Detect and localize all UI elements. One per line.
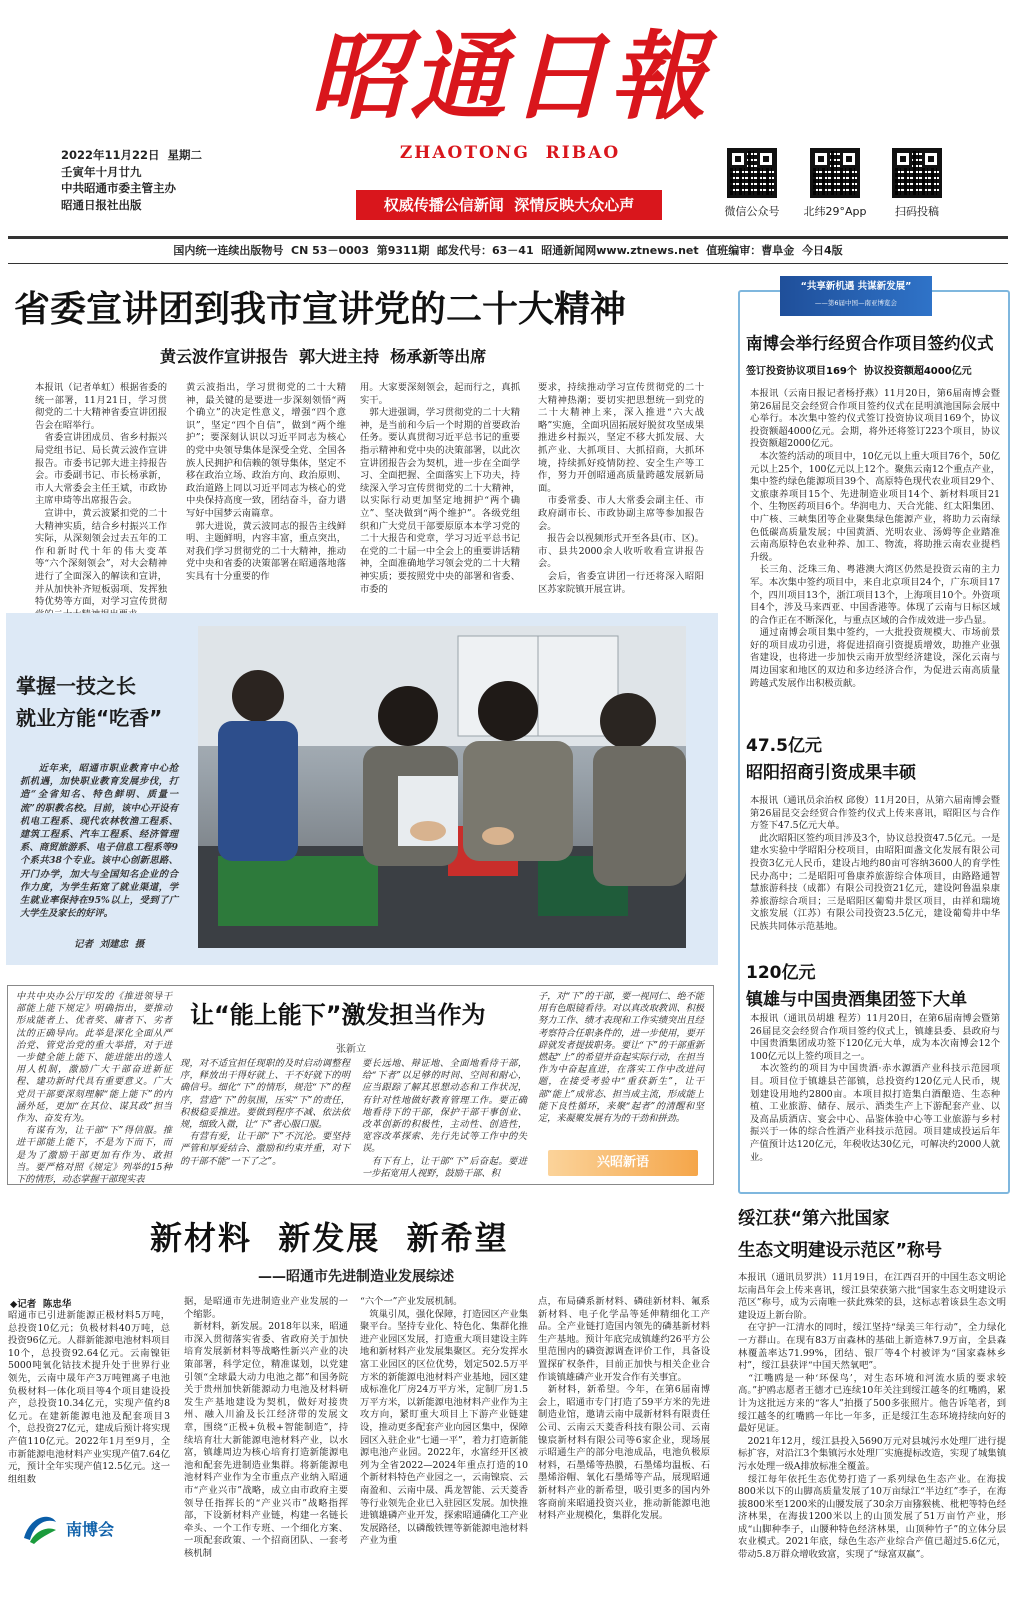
date-line: 2022年11月22日 星期二 bbox=[61, 148, 203, 162]
qr-label: 北纬29°App bbox=[803, 205, 867, 218]
lead-col-3: 用。大家要深刻领会，起而行之，真抓实干。 郭大进强调，学习贯彻党的二十大精神，是当前和今后一个时期的首要政治任务。要认真贯彻习近平总书记的重要指示精神和党中央的决策部署，以此次宣讲团报告会为契机，进一步在全面学习、全面把握、全面落实上下功夫，持续深入学习宣传贯彻党的二十大精神，以实际行动更加坚定地拥护“两个确立”、坚决做到“两个维护”。各级党组织和广大党员干部要原原本本学习党的二十大报告和党章，学习习近平总书记在党的二十届一中全会上的重要讲话精神，全面准确地学习领会党的二十大精神实质；要按照党中央的部署和省委、市委的 bbox=[360, 382, 520, 595]
banner-line-1: “共享新机遇 共谋新发展” bbox=[800, 281, 912, 292]
feature-headline: 新材料 新发展 新希望 bbox=[150, 1219, 509, 1257]
story4-headline-l2: 生态文明建设示范区”称号 bbox=[738, 1241, 943, 1261]
story1-subhead: 签订投资协议项目169个 协议投资额超4000亿元 bbox=[746, 366, 972, 377]
story3-headline-l2: 镇雄与中国贵酒集团签下大单 bbox=[746, 990, 967, 1010]
lead-subhead: 黄云波作宣讲报告 郭大进主持 杨承新等出席 bbox=[160, 347, 487, 366]
sponsor: 中共昭通市委主管主办 bbox=[61, 181, 176, 195]
photo-story-headline bbox=[16, 670, 176, 734]
feature-col-1: 昭通市已引进新能源正极材料5万吨，总投资10亿元；负极材料40万吨，总投资96亿元。人群新能源电池材料项目10个，总投资92.64亿元。云南镍钜5000吨氧化钴技术提升处于世界行业领先，云南中晟年产3万吨锂离子电池负极材料一体化项目等4个项目建设投产，总投资10.34亿元，实现产值约8亿元。在建新能源电池及配套项目3个，总投资27亿元，建成后预计将实现产值110亿元。2022年1月至9月，全市新能源电池材料产业实现产值7.64亿元，预计全年实现产值12.5亿元。这一组组数 bbox=[8, 1310, 170, 1485]
feature-col-4: 点，布局磷系新材料、磷硅新材料、氟系新材料、电子化学品等延伸精细化工产品。全产业链打造国内领先的磷基新材料生产基地。预计年底完成镇雄约26平方公里范围内的磷资源调查评价工作，具备设置探矿权条件，目前正加快与相关企业合作谈镇雄磷产业开发合作有关事宜。 新材料，新希望。今年，在第6届南博会上，昭通市专门打造了59平方米的先进制造业馆，邀请云南中晟新材料有限责任公司、云南云天菱香科技有限公司、云南镍宸新材料有限公司等6家企业，现场展示昭通生产的部分电池成品，电池负极原材料，石墨烯等热膜，石墨烯均温板、石墨烯浴帽、氧化石墨烯等产品，展现昭通新材料产业的新希望，吸引更多的国内外客商前来昭通投资兴业，推动新能源电池材料产业规模化，集群化发展。 bbox=[538, 1296, 710, 1522]
lunar-date: 壬寅年十月廿九 bbox=[61, 164, 142, 179]
commentary-badge: 兴昭新语 bbox=[548, 1150, 698, 1176]
commentary-author: 张新立 bbox=[336, 1044, 366, 1055]
story3-body: 本报讯（通讯员胡雄 程芳）11月20日，在第6届南博会暨第26届昆交会经贸合作项目签约仪式上，镇雄县委、县政府与中国贵酒集团成功签下120亿元大单，成为本次南博会12个100亿元以上签约项目之一。 本次签约的项目为中国贵酒·赤水源酒产业科技示范园项目。项目位于镇雄县芒部镇，总投资约120亿元人民币，规划建设用地约2800亩。本项目拟打造集白酒酿造、生态种植、工业旅游、储存、展示、酒类生产上下游配套产业、以及高品质酒店、宴会中心、品鉴体验中心等工业旅游与乡村振兴于一体的综合性酒产业科技示范园。项目建成投运后年产值预计达120亿元，年税收达30亿元，可解决约2000人就业。 bbox=[750, 1013, 1000, 1163]
lead-col-1: 本报讯（记者单虹）根据省委的统一部署，11月21日，学习贯彻党的二十大精神省委宣讲团报告会在昭举行。 省委宣讲团成员、省乡村振兴局党组书记、局长黄云波作宣讲报告。市委书记郭大进主持报告会。市委副书记、市长杨承新，市人大常委会主任王斌，市政协主席申琦等出席报告会。 宣讲中，黄云波紧扣党的二十大精神实质，结合乡村振兴工作实际，从深刻领会过去五年的工作和新时代十年的伟大变革等“六个深刻领会”，对大会精神进行了全面深入的解读和宣讲，并从加快补齐短板弱项、发挥独特优势等方面，对学习宣传贯彻 bbox=[35, 382, 167, 608]
story3-headline-l1: 120亿元 bbox=[746, 963, 816, 983]
commentary-col-2: 现，对不适宜担任现职的及时启动调整程序，释放出干得好就上、干不好就下的明确信号。细化“下”的情形，规范“下”的程序，营造“下”的氛围，压实“下”的责任，积极稳妥推进。要做到程序不减、依法依规，细致入微，让“下”者心服口服。 有营有爱，让干部“下”不沉沦。要坚持严管和厚爱结合、激励和约束并重，对下的干部不能“一下了之”。 bbox=[180, 1058, 350, 1167]
story2-body: 本报讯（通讯员余治权 邱俊）11月20日，从第六届南博会暨第26届昆交会经贸合作签约仪式上传来喜讯，昭阳区与合作方签下47.5亿元大单。 此次昭阳区签约项目涉及3个，协议总投资47.5亿元。一是建水实验中学昭阳分校项目，由昭阳面盏文化发展有限公司投资3亿元人民币，建设占地约80亩可容纳3600人的育学性民办高中；二是昭阳可鲁康养旅游综合体项目，由路路通智慧旅游科技（成都）有限公司投资21亿元，建设阿鲁温泉康养旅游综合项目；三是昭阳区葡萄井景区项目，由祥和瑞境文旅发展（江苏）有限公司投资23.5亿元，建设葡萄井中华民族共同体示范基地。 bbox=[750, 795, 1000, 932]
commentary-col-3: 要长远地、辩证地、全面地看待干部，给“下者”以足够的时间、空间和耐心，应当跟踪了解其思想动态和工作状况，有针对性地做好教育管理工作。要正确地看待下的干部，保护干部干事创业、改革创新的积极性，主动性、创造性，宽容改革探索、先行先试等工作中的失误。 有下有上，让干部“下”后奋起。要进一步拓宽用人视野，鼓励干部、积 bbox=[362, 1058, 527, 1179]
photo-story-credit: 记者 刘建忠 摄 bbox=[74, 939, 145, 950]
commentary-col-4: 子，对“下”的干部，要一视同仁、绝不能用有色眼镜看待。对以真改取教训、积极努力工作、绩才表现和工作实绩突出且经考察符合任职条件的，进一步使用，要开辟就发者提拔职务。要让“下”的干部重新燃起“上”的希望并奋起实际行动，在担当作为中奋起直进，在落实工作中改进问题，在接受考验中“重获新生”，让干部“能上”成常态、担当成主流，形成能上能下良性循环，来聚“起者”的清醒和坚定，来凝聚发展有为的干劲和拼劲。 bbox=[538, 991, 704, 1125]
photo-illustration bbox=[198, 626, 686, 948]
story4-headline bbox=[738, 1203, 1008, 1267]
info-bar: 国内统一连续出版物号 CN 53－0003 第9311期 邮发代号：63－41 昭通新闻网www.ztnews.net 值班编审：曹阜金 今日4版 bbox=[173, 244, 843, 257]
feature-col-2: 据，是昭通市先进制造业产业发展的一个缩影。 新材料，新发展。2018年以来，昭通市深入贯彻落实省委、省政府关于加快培育发展新材料等战略性新兴产业的决策部署，科学定位，精准谋划，以党建引领“全球最大动力电池之都”和国务院关于贵州加快新能源动力电池及材料研发生产基地建设为契机，做好对接贵州、融入川渝及长江经济带的发展文章，围绕“正极+负极+智能制造”，持续培育壮大新能源电池材料产业，以水富，镇雄周边为核心培育打造新能源电池和配套先进制造业集群。将新能源电池材料产业作为全市重点产业纳入昭通市“产业兴市”战略，成立由市政府主要领导任指挥长的“产业兴市”战略指挥部，下设新材料产业链，构建一名链长牵头、一个工作专班、一个细化方案、一项配套政策、一个招商团队、一套考核机制 bbox=[184, 1296, 348, 1559]
masthead-slogan: 权威传播公信新闻 深情反映大众心声 bbox=[356, 190, 662, 220]
lead-col-2: 黄云波指出，学习贯彻党的二十大精神，最关键的是要进一步深刻领悟“两个确立”的决定性意义，增强“四个意识”，坚定“四个自信”，做到“两个维护”；要深刻认识以习近平同志为核心的党中央领导集体是深受全党、全国各族人民拥护和信赖的领导集体，坚定不移在政治立场、政治方向、政治原则、政治道路上同以习近平同志为核心的党中央保持高度一致，团结奋斗，奋力谱写好中国梦云南篇章。 郭大进说，黄云波同志的报告主线鲜明、主题鲜明，内容丰富，重点突出，对我们学习贯彻党的二十大精神，推动党中央和省委的决策部署在昭通落地落实具有十分重要的作 bbox=[186, 382, 346, 582]
banner-line-2: ——第6届中国—南亚博览会 bbox=[814, 299, 898, 307]
feature-byline: ◆记者 陈忠华 bbox=[10, 1299, 72, 1310]
expo-logo bbox=[20, 1506, 150, 1550]
masthead-meta bbox=[61, 147, 202, 213]
qr-label: 微信公众号 bbox=[724, 205, 780, 218]
story3-headline bbox=[746, 960, 1004, 1014]
masthead-title: 昭通日報 bbox=[310, 20, 710, 133]
story1-headline: 南博会举行经贸合作项目签约仪式 bbox=[746, 334, 994, 353]
photo-story-headline-l2: 就业方能“吃香” bbox=[16, 706, 163, 730]
students-training-photo bbox=[198, 626, 686, 948]
qr-label: 扫码投稿 bbox=[895, 205, 939, 218]
story1-body: 本报讯（云南日报记者杨抒燕）11月20日，第6届南博会暨第26届昆交会经贸合作项目签约仪式在昆明滇池国际会展中心举行。本次集中签约仪式签订投资协议项目169个，协议投资额超4000亿元。会期，将外还将签订223个项目，协议投资额超2000亿元。 本次签约活动的项目中，10亿元以上重大项目76个，50亿元以上25个，100亿元以上12个。聚焦云南12个重点产业，集中签约绿色能源项目39个、高原特色现代农业项目29个、文旅康养项目15个、先进制造业项目14个、新材料项目21个、生物医药项目6个。华润电力、天合光能、红太阳集团、中广核、三峡集团等企业聚集绿色能源产业，将助力云南绿色低碳高质量发展；中国黄酒、光明农业、汤姆等企业踏准云南高原特色农业种养、加工、物流，将助推云南农业提档升级。 长三角、泛珠三角、粤港澳大湾区仍然是投资云南的主力军。本次集中签约项目中，来自北京项目24个，广东项目17个，四川项目13个，浙江项目13个，上海项目10个。外资项目4个，涉及马来西亚、中国香港等。体现了云南与日标区域的合作正在不断深化，与重点区域的合作成效进一步凸显。 通过南博会项目集中签约，一大批投资规模大、市场前景好的项目成功引进，将促进招商引资提质增效，助推产业强省建设，也将进一步加快云南开放型经济建设，深化云南与周边国家和地区的双边和多边经济合作，为促进云南高质量跨越式发展作出积极贡献。 bbox=[750, 388, 1000, 689]
publisher: 昭通日报社出版 bbox=[61, 197, 142, 212]
story2-headline-l2: 昭阳招商引资成果丰硕 bbox=[746, 763, 916, 783]
feature-col-3: “六个一”产业发展机制。 筑巢引凤，强化保障，打造园区产业集聚平台。坚持专业化、特色化、集群化推进产业园区发展，打造重大项目建设主阵地和新材料产业发展集聚区。充分发挥水富工业园区的区位优势，划定502.5万平方米的新能源电池材料产业基地，园区建成标准化厂房24万平方米，定制厂房1.5万平方米，以新能源电池材料产业作为主攻方向，紧盯重大项目上下游产业链建设，推动更多配套产业向园区集中，保障园区入驻企业“七通一平”，着力打造新能源电池产业园。2022年，水富经开区被列为全省2022—2024年重点打造的10个新材料特色产业园之一，云南镍宸、云南盈和、云南中晟、禹龙智能、云天菱香等行业领先企业已入驻园区发展。加快推进镇雄磷产业开发，探索昭通磷化工产业发展路径，以磷酸铁锂等新能源电池材料产业为重 bbox=[360, 1296, 528, 1547]
expo-emblem-icon bbox=[20, 1508, 60, 1548]
wechat-qr-code[interactable] bbox=[727, 148, 777, 198]
sidebar-banner bbox=[780, 276, 932, 316]
photo-story-headline-l1: 掌握一技之长 bbox=[16, 674, 136, 698]
submission-qr-code[interactable] bbox=[892, 148, 942, 198]
story4-body: 本报讯（通讯员罗洪）11月19日，在江西召开的中国生态文明论坛南昌年会上传来喜讯，绥江县荣获第六批“国家生态文明建设示范区”称号，成为云南唯一获此殊荣的县，这标志着该县生态文明建设迈上新台阶。 在守护一江清水的同时，绥江坚持“绿美三年行动”，全力绿化一方群山。在现有83万亩森林的基础上新造林7.9万亩，全县森林覆盖率达71.99%，团结、银厂等4个村被评为“国家森林乡村”，绥江县获评“中国天然氧吧”。 “江嘴鸥是一种‘环保鸟’，对生态环境和河流水质的要求较高。”护鸥志愿者王德才已连续10年关注到绥江越冬的红嘴鸥，累计为这批远方来的“客人”拍摄了500多张照片。他告诉笔者，到绥江越冬的红嘴鸥一年比一年多，正是绥江生态环境持续向好的最好见证。 2021年12月，绥江县投入5690万元对县城污水处理厂进行提标扩容，对沿江3个集镇污水处理厂实施提标改造，实现了城集镇污水处理一级A排放标准全覆盖。 绥江每年依托生态优势打造了一系列绿色生态产业。在海拔800米以下的山脚高质量发展了10万亩绿江“半边红”李子，在海拔800米至1200米的山腰发展了30余万亩猕猴桃、枇杷等特色经济林果，在海拔1200米以上的山顶发展了51万亩竹产业，形成“山脚种李子，山腰种特色经济林果，山顶种竹子”的立体分层农业模式。2021年底，绿色生态产业综合产值已超过5.6亿元，带动5.8万群众增收致富，实现了“绿富双赢”。 bbox=[738, 1272, 1006, 1561]
photo-story-caption: 近年来，昭通市职业教育中心抢抓机遇，加快职业教育发展步伐，打造“全省知名、特色鲜明、质量一流”的职教名校。目前，该中心开设有机电工程系、现代农林牧渔工程系、建筑工程系、汽车工程系、经济管理系、商贸旅游系、电子信息工程系等9个系共38个专业。该中心创新思路、开门办学，加大与全国知名企业的合作力度，为学生拓宽了就业渠道，学生就业率保持在95%以上，受到了广大学生及家长的好评。 bbox=[20, 763, 178, 920]
lead-col-4: 要求，持续推动学习宣传贯彻党的二十大精神热潮；要切实把思想统一到党的二十大精神上来，深入推进“六大战略”实施，全面巩固拓展好脱贫攻坚成果推进乡村振兴，坚定不移大抓发展、大抓产业、大抓项目、大抓招商，大抓环境，持续抓好疫情防控、安全生产等工作，努力开创昭通高质量跨越发展新局面。 市委常委、市人大常委会副主任、市政府副市长、市政协副主席等参加报告会。 报告会以视频形式开至各县(市、区)。市、县共2000余人收听收看宣讲报告会。 会后，省委宣讲团一行还将深入昭阳区苏家院镇开展宣讲。 bbox=[538, 382, 704, 595]
app-qr-code[interactable] bbox=[810, 148, 860, 198]
commentary-col-1: 中共中央办公厅印发的《推进领导干部能上能下规定》明确指出，要推动形成能者上、优者奖、庸者下、劣者汰的正确导向。此举是深化全面从严治党、管党治党的重大举措，对于进一步健全能上能下、能进能出的选人用人机制，激励广大干部奋进新征程、建功新时代具有重要意义。广大党员干部要深刻理解“能上能下”的内涵外延，更加“在其位、谋其政”担当作为、奋发有为。 有谋有为，让干部“下”得信服。推进干部能上能下，不是为下而下，而是为了激励干部更加有作为、敢担当。要严格对照《规定》列举的15种下的情形，动态掌握干部现实表 bbox=[16, 991, 172, 1186]
lead-headline: 省委宣讲团到我市宣讲党的二十大精神 bbox=[14, 289, 627, 330]
story2-headline bbox=[746, 733, 1004, 787]
expo-logo-text: 南博会 bbox=[66, 1519, 115, 1539]
story4-headline-l1: 绥江获“第六批国家 bbox=[738, 1209, 890, 1229]
feature-subhead: ——昭通市先进制造业发展综述 bbox=[258, 1269, 454, 1285]
masthead-pinyin: ZHAOTONG RIBAO bbox=[399, 143, 621, 163]
commentary-headline: 让“能上能下”激发担当作为 bbox=[190, 1001, 486, 1029]
story2-headline-l1: 47.5亿元 bbox=[746, 736, 822, 756]
